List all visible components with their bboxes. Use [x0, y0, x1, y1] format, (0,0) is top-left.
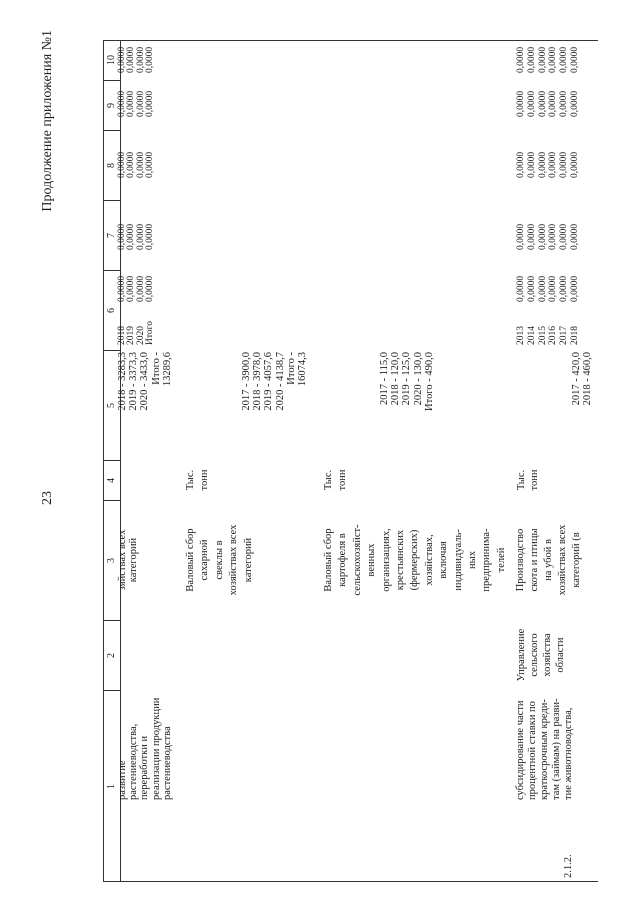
column-number-9: 9 [103, 80, 120, 130]
text-line: растениеводства, [128, 723, 140, 800]
year-label: 2018 [569, 326, 580, 345]
cell-value: 0,0000 [117, 223, 127, 250]
row-1-col-8-values [118, 152, 155, 178]
row-4-col-9-values [516, 91, 581, 117]
cell-value: 0,0000 [135, 46, 146, 73]
target-value: 2020 - 130,0 [412, 352, 424, 406]
cell-value: 0,0000 [516, 90, 526, 117]
cell-value: 0,0000 [126, 275, 137, 302]
cell-value: 0,0000 [144, 223, 155, 250]
row-1-col-9-values [118, 91, 155, 117]
text-line: включая [438, 541, 450, 579]
cell-value: 0,0000 [559, 90, 570, 117]
target-value: Итого - [285, 352, 297, 385]
text-line: категорий [128, 537, 140, 583]
unit-text: Тыс. [185, 469, 196, 491]
year-label: Итого [144, 320, 155, 345]
year-label: 2013 [516, 326, 526, 345]
row-4-measure-text [515, 698, 575, 800]
cell-value: 0,0000 [126, 46, 137, 73]
text-line: тие животноводства, [563, 707, 574, 800]
cell-value: 0,0000 [126, 223, 137, 250]
row-3-target-values [379, 352, 435, 460]
cell-value: 0,0000 [135, 223, 146, 250]
target-value: 16074,3 [297, 352, 309, 387]
text-line: организациях, [380, 528, 392, 592]
cell-value: 0,0000 [559, 275, 570, 302]
row-4-col-8-values [516, 152, 581, 178]
column-number-10: 10 [106, 55, 117, 65]
row-4-years [516, 326, 581, 345]
text-line: хозяйствах, [423, 534, 435, 586]
text-line: (фермерских) [409, 529, 421, 591]
year-label: 2017 [559, 326, 570, 345]
row-4-target-values [571, 352, 593, 460]
cell-value: 0,0000 [559, 151, 570, 178]
cell-value: 0,0000 [569, 151, 580, 178]
row-4-unit [515, 460, 541, 500]
text-line: на убой в [543, 539, 554, 581]
text-line: Производство [515, 528, 526, 592]
cell-value: 0,0000 [537, 223, 548, 250]
target-value: 13289,6 [161, 352, 173, 387]
unit-text: тонн [337, 469, 348, 491]
text-line: переработки и [139, 735, 151, 800]
cell-value: 0,0000 [526, 223, 537, 250]
year-label: 2018 [117, 326, 127, 345]
appendix-continuation-note: Продолжение приложения №1 [40, 30, 55, 212]
column-number-8: 8 [103, 130, 120, 200]
cell-value: 0,0000 [117, 90, 127, 117]
text-line: реализации продукции [150, 697, 162, 800]
text-line: категорий (в [571, 532, 582, 588]
text-line: хозяйствах всех [228, 524, 240, 596]
row-2-indicator-text [184, 500, 256, 620]
cell-value: 0,0000 [569, 90, 580, 117]
row-1-indicator-text [117, 500, 139, 620]
cell-value: 0,0000 [126, 90, 137, 117]
text-line: краткосрочным креди- [539, 699, 550, 800]
cell-value: 0,0000 [548, 275, 559, 302]
cell-value: 0,0000 [117, 275, 127, 302]
row-1-col-10-values [118, 47, 155, 73]
target-value: 2020 - 4138,7 [274, 352, 286, 411]
cell-value: 0,0000 [548, 223, 559, 250]
row-4-item-number: 2.1.2. [563, 854, 574, 878]
target-value: 2017 - 3900,0 [241, 352, 252, 411]
row-3-indicator-text [322, 500, 509, 620]
text-line: сахарной [199, 539, 211, 581]
cell-value: 0,0000 [569, 275, 580, 302]
text-line: свеклы в [213, 540, 225, 580]
cell-value: 0,0000 [559, 46, 570, 73]
cell-value: 0,0000 [537, 90, 548, 117]
row-1-years [118, 321, 155, 345]
column-number-6: 6 [103, 270, 120, 350]
target-value: Итого - [150, 352, 162, 385]
row-1-col-7-values [118, 224, 155, 250]
cell-value: 0,0000 [144, 275, 155, 302]
text-line: хозяйствах всех [557, 524, 568, 596]
text-line: категорий [242, 537, 254, 583]
year-label: 2014 [526, 326, 537, 345]
text-line: венных [366, 543, 378, 577]
cell-value: 0,0000 [548, 46, 559, 73]
text-line: Валовый сбор [185, 528, 196, 592]
cell-value: 0,0000 [516, 151, 526, 178]
cell-value: 0,0000 [526, 46, 537, 73]
row-1-col-6-values [118, 276, 155, 302]
text-line: сельскохозяйст- [351, 524, 363, 596]
cell-value: 0,0000 [135, 90, 146, 117]
row-4-col-7-values [516, 224, 581, 250]
text-line: предпринима- [481, 528, 493, 592]
row-4-executor-text [515, 620, 567, 690]
cell-value: 0,0000 [144, 90, 155, 117]
cell-value: 0,0000 [559, 223, 570, 250]
text-line: субсидирование части [515, 700, 526, 800]
row-4-col-6-values [516, 276, 581, 302]
text-line: зяйствах всех [117, 529, 128, 591]
cell-value: 0,0000 [516, 275, 526, 302]
text-line: там (займам) на разви- [551, 698, 562, 800]
column-number-3: 3 [103, 500, 120, 620]
text-line: растениеводства [161, 726, 173, 800]
cell-value: 0,0000 [537, 46, 548, 73]
cell-value: 0,0000 [569, 46, 580, 73]
year-label: 2020 [135, 326, 146, 345]
text-line: скота и птицы [529, 528, 540, 592]
text-line: Управление [516, 628, 527, 682]
row-4-col-10-values [516, 47, 581, 73]
text-line: ных [467, 551, 479, 569]
target-value: 2020 - 3433,0 [139, 352, 151, 411]
year-label: 2019 [126, 326, 137, 345]
row-2-target-values [241, 352, 308, 460]
cell-value: 0,0000 [126, 151, 137, 178]
page-number: 23 [40, 491, 55, 505]
text-line: крестьянских [395, 529, 407, 591]
unit-text: тонн [199, 469, 210, 491]
text-line: телей [495, 547, 507, 573]
cell-value: 0,0000 [135, 151, 146, 178]
cell-value: 0,0000 [537, 151, 548, 178]
text-line: развитие [117, 760, 128, 800]
target-value: 2018 - 460,0 [582, 352, 594, 406]
cell-value: 0,0000 [548, 90, 559, 117]
target-value: Итого - 490,0 [423, 352, 435, 411]
year-label: 2016 [548, 326, 559, 345]
cell-value: 0,0000 [516, 223, 526, 250]
column-number-5: 5 [103, 350, 120, 460]
cell-value: 0,0000 [569, 223, 580, 250]
unit-text: Тыс. [516, 469, 527, 491]
cell-value: 0,0000 [144, 46, 155, 73]
column-number-2: 2 [103, 620, 120, 690]
cell-value: 0,0000 [135, 275, 146, 302]
unit-text: Тыс. [323, 469, 334, 491]
cell-value: 0,0000 [526, 90, 537, 117]
target-value: 2017 - 420,0 [571, 352, 582, 406]
text-line: Валовый сбор [323, 528, 334, 592]
target-value: 2018 - 3283,3 [117, 352, 128, 411]
cell-value: 0,0000 [117, 151, 127, 178]
target-value: 2018 - 3978,0 [252, 352, 264, 411]
cell-value: 0,0000 [526, 151, 537, 178]
target-value: 2017 - 115,0 [379, 352, 390, 405]
cell-value: 0,0000 [526, 275, 537, 302]
target-value: 2019 - 4057,6 [263, 352, 275, 411]
row-1-target-values [117, 352, 173, 460]
text-line: индивидуаль- [452, 529, 464, 591]
text-line: процентной ставки по [527, 701, 538, 800]
text-line: области [555, 637, 566, 673]
unit-text: тонн [529, 469, 540, 491]
column-number-1: 1 [103, 690, 120, 882]
text-line: сельского [529, 633, 540, 677]
cell-value: 0,0000 [516, 46, 526, 73]
year-label: 2015 [537, 326, 548, 345]
target-value: 2018 - 120,0 [390, 352, 402, 406]
cell-value: 0,0000 [117, 46, 127, 73]
row-3-unit [322, 460, 350, 500]
row-2-unit [184, 460, 212, 500]
cell-value: 0,0000 [537, 275, 548, 302]
column-number-4: 4 [103, 460, 120, 500]
target-value: 2019 - 125,0 [401, 352, 413, 406]
row-4-indicator-text [514, 500, 584, 620]
row-1-measure-text [117, 698, 173, 800]
column-number-7: 7 [103, 200, 120, 270]
cell-value: 0,0000 [548, 151, 559, 178]
text-line: хозяйства [542, 633, 553, 677]
cell-value: 0,0000 [144, 151, 155, 178]
text-line: картофеля в [337, 533, 349, 587]
target-value: 2019 - 3373,3 [128, 352, 140, 411]
